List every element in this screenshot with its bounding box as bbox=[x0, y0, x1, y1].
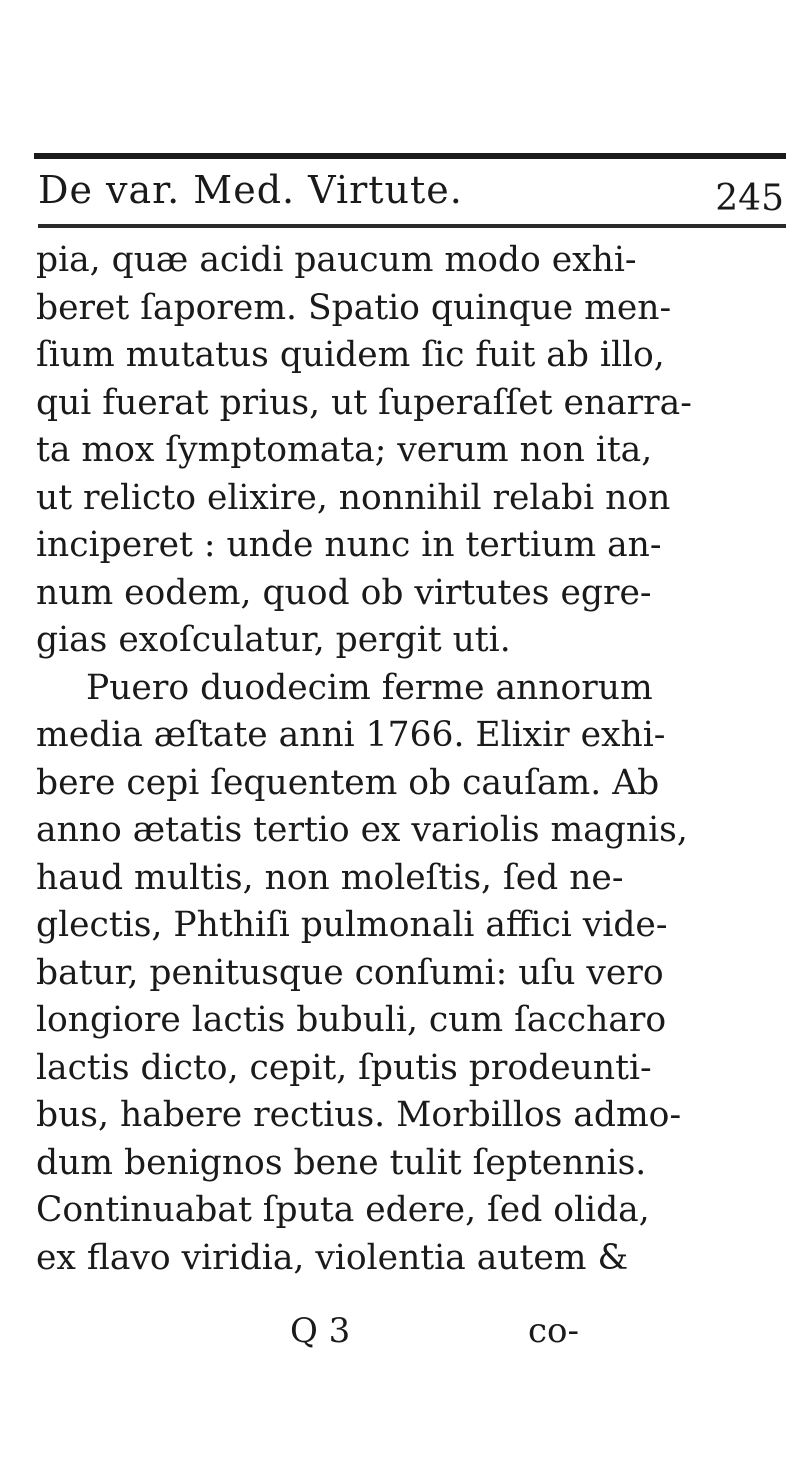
header-rule-bottom bbox=[38, 224, 786, 228]
page-number: 245 bbox=[715, 178, 784, 219]
text-line: ſium mutatus quidem ſic fuit ab illo, bbox=[36, 335, 665, 375]
body-text bbox=[36, 237, 788, 1282]
text-line: ut relicto elixire, nonnihil relabi non bbox=[36, 477, 671, 518]
text-line: ta mox ſymptomata; verum non ita, bbox=[36, 430, 653, 470]
page-header bbox=[34, 162, 786, 228]
text-line: Continuabat ſputa edere, ſed olida, bbox=[36, 1190, 650, 1230]
text-line: bere cepi ſequentem ob cauſam. Ab bbox=[36, 762, 660, 803]
text-line: qui fuerat prius, ut ſuperaſſet enarra- bbox=[36, 382, 692, 423]
text-line: dum benignos bene tulit ſeptennis. bbox=[36, 1142, 647, 1183]
page-footer bbox=[0, 1309, 800, 1357]
running-head: De var. Med. Virtute. bbox=[38, 168, 463, 212]
text-line: lactis dicto, cepit, ſputis prodeunti- bbox=[36, 1047, 652, 1088]
text-line: batur, penitusque conſumi: uſu vero bbox=[36, 952, 664, 993]
header-rule-top bbox=[34, 153, 786, 159]
text-line: ex flavo viridia, violentia autem & bbox=[36, 1237, 629, 1278]
text-line: haud multis, non moleſtis, ſed ne- bbox=[36, 857, 624, 898]
catchword: co- bbox=[528, 1311, 579, 1351]
text-line: gias exoſculatur, pergit uti. bbox=[36, 620, 511, 660]
text-line: media æſtate anni 1766. Elixir exhi- bbox=[36, 715, 666, 755]
text-line: num eodem, quod ob virtutes egre- bbox=[36, 572, 652, 613]
text-line: inciperet : unde nunc in tertium an- bbox=[36, 525, 662, 565]
text-line: bus, habere rectius. Morbillos admo- bbox=[36, 1095, 682, 1135]
text-line: pia, quæ acidi paucum modo exhi- bbox=[36, 240, 637, 280]
text-line: glectis, Phthiſi pulmonali affici vide- bbox=[36, 905, 668, 945]
text-line: beret ſaporem. Spatio quinque men- bbox=[36, 287, 672, 328]
text-line: longiore lactis bubuli, cum ſaccharo bbox=[36, 1000, 667, 1040]
text-line: anno ætatis tertio ex variolis magnis, bbox=[36, 810, 688, 850]
signature-mark: Q 3 bbox=[290, 1311, 351, 1351]
paragraph-start-line: Puero duodecim ferme annorum bbox=[86, 667, 653, 708]
